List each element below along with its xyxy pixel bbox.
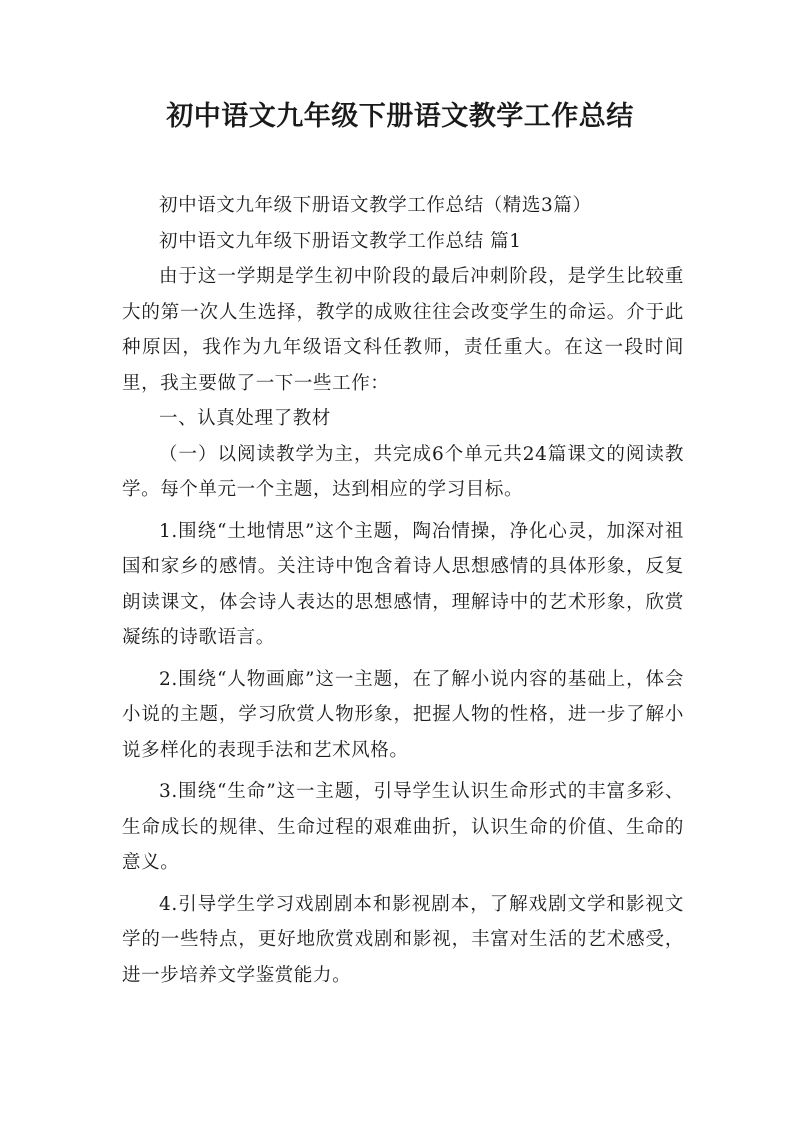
item-3: 3.围绕“生命”这一主题，引导学生认识生命形式的丰富多彩、生命成长的规律、生命过程的艰难曲折，认识生命的价值、生命的意义。 <box>122 781 684 873</box>
subtitle-line: 初中语文九年级下册语文教学工作总结（精选3篇） <box>159 195 592 216</box>
section-heading: 初中语文九年级下册语文教学工作总结 篇1 <box>159 230 522 252</box>
intro-paragraph: 由于这一学期是学生初中阶段的最后冲刺阶段，是学生比较重大的第一次人生选择，教学的成败往往会改变学生的命运。介于此种原因，我作为九年级语文科任教师，责任重大。在这一段时间里，我主要做了一下一些工作： <box>122 266 684 394</box>
document-title: 初中语文九年级下册语文教学工作总结 <box>166 101 634 132</box>
item-2: 2.围绕“人物画廊”这一主题，在了解小说内容的基础上，体会小说的主题，学习欣赏人物形象，把握人物的性格，进一步了解小说多样化的表现手法和艺术风格。 <box>122 668 684 761</box>
document-body <box>122 188 684 993</box>
heading-1: 一、认真处理了教材 <box>159 408 331 429</box>
item-4: 4.引导学生学习戏剧剧本和影视剧本，了解戏剧文学和影视文学的一些特点，更好地欣赏戏剧和影视，丰富对生活的艺术感受，进一步培养文学鉴赏能力。 <box>122 893 684 986</box>
paragraph-reading: （一）以阅读教学为主，共完成6个单元共24篇课文的阅读教学。每个单元一个主题，达到相应的学习目标。 <box>122 443 684 500</box>
item-1: 1.围绕“土地情思”这个主题，陶冶情操，净化心灵，加深对祖国和家乡的感情。关注诗中饱含着诗人思想感情的具体形象，反复朗读课文，体会诗人表达的思想感情，理解诗中的艺术形象，欣赏凝练的诗歌语言。 <box>122 520 684 648</box>
